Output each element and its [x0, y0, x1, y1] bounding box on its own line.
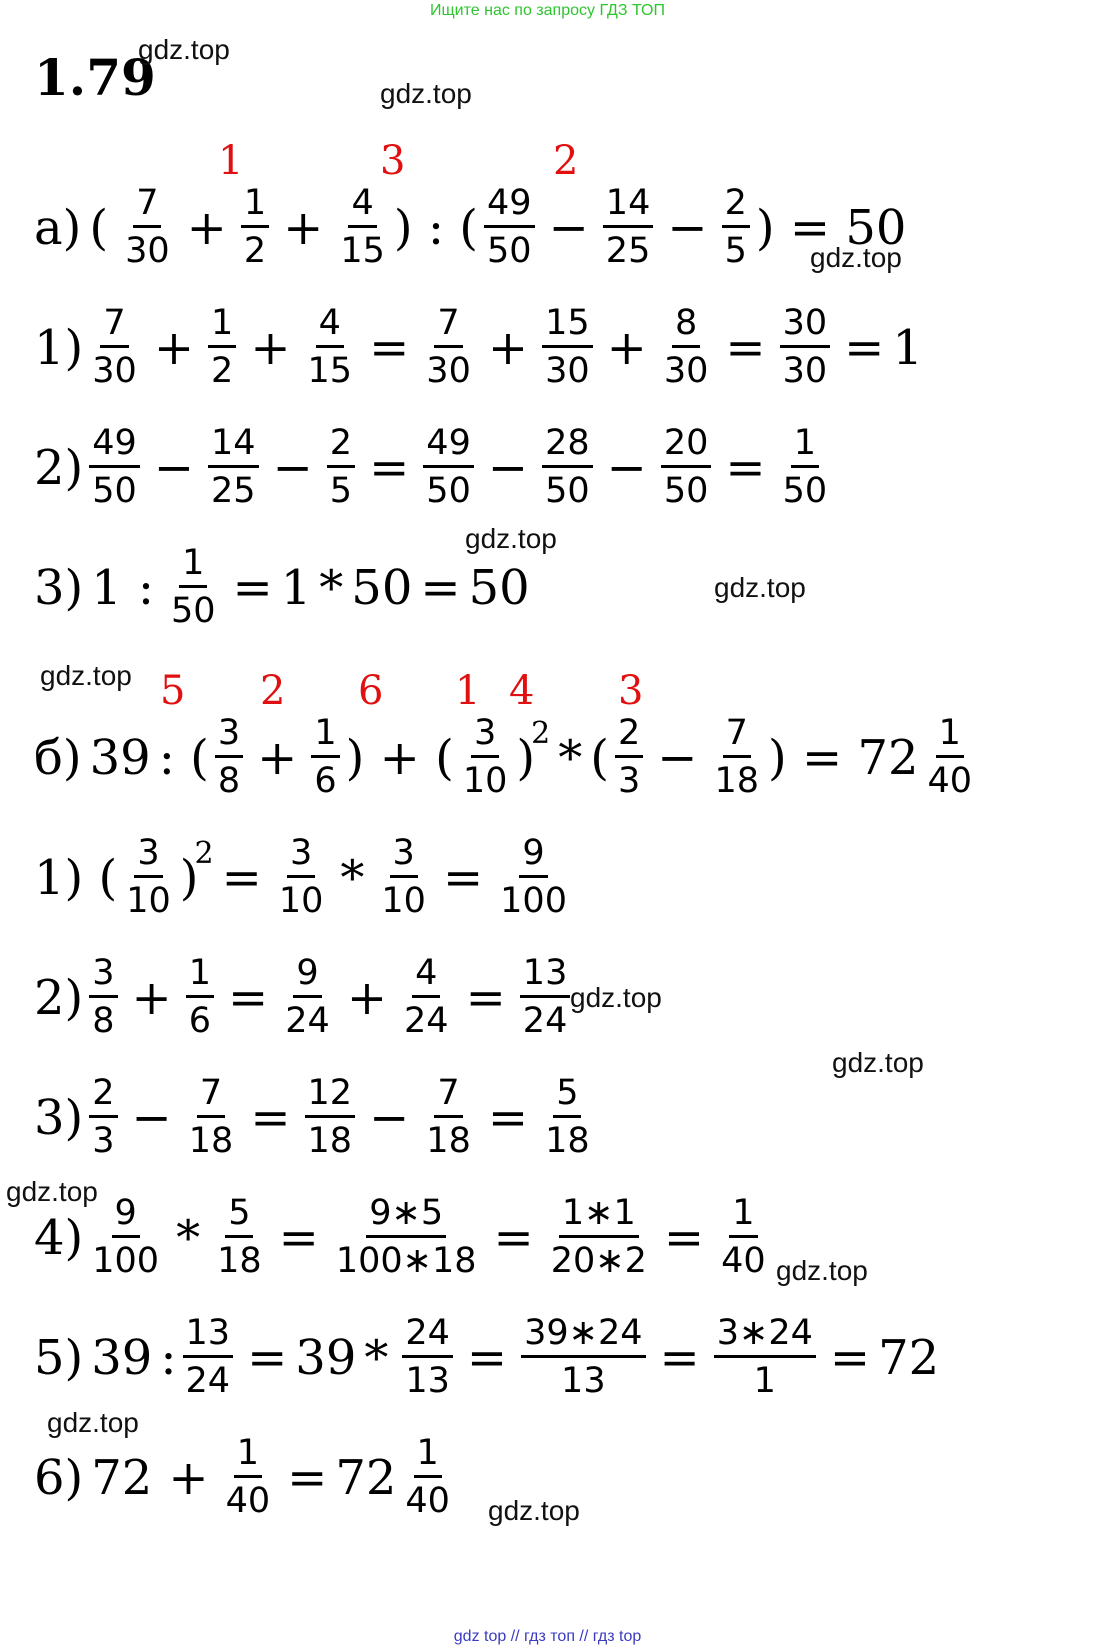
step-label: 1): [34, 319, 84, 376]
fraction: $\frac{1}{6}$: [311, 716, 339, 799]
fraction: $\frac{49}{50}$: [423, 426, 474, 509]
step-a2: 2) $\frac{49}{50}$ − $\frac{14}{25}$ − $\frac{2}{5}$ = $\frac{49}{50}$ − $\frac{28}{50}$ − $\frac{20}{50}$ = $\frac{1}{50}$: [34, 426, 836, 509]
fraction: $\frac{2}{5}$: [722, 186, 750, 269]
fraction: $\frac{4}{24}$: [404, 953, 449, 1041]
fraction: $\frac{1}{2}$: [208, 306, 236, 389]
order-marker: 6: [358, 668, 384, 714]
watermark: gdz.top: [488, 1495, 580, 1526]
fraction: $\frac{1}{40}$: [927, 713, 973, 801]
fraction: $\frac{3}{10}$: [462, 713, 508, 801]
order-marker: 5: [160, 668, 186, 714]
order-marker: 1: [218, 138, 244, 184]
step-label: 1): [34, 849, 84, 906]
order-marker: 2: [260, 668, 286, 714]
fraction: $\frac{7}{18}$: [714, 713, 759, 801]
fraction: $\frac{1}{40}$: [721, 1193, 766, 1281]
fraction: $\frac{39∗24}{13}$: [521, 1316, 645, 1399]
fraction: $\frac{49}{50}$: [89, 426, 140, 509]
fraction: $\frac{20}{50}$: [661, 426, 712, 509]
step-label: 3): [34, 559, 84, 616]
result: 50: [845, 199, 907, 256]
fraction: $\frac{9}{100}$: [92, 1193, 160, 1281]
fraction: $\frac{7}{18}$: [188, 1073, 234, 1161]
step-label: 5): [34, 1329, 84, 1386]
fraction: $\frac{15}{30}$: [542, 306, 593, 389]
fraction: $\frac{1}{50}$: [782, 423, 828, 511]
fraction: $\frac{3}{8}$: [89, 956, 117, 1039]
watermark: gdz.top: [832, 1047, 924, 1078]
fraction: $\frac{7}{30}$: [426, 303, 471, 391]
order-marker: 3: [380, 138, 406, 184]
step-a1: 1) $\frac{7}{30}$ + $\frac{1}{2}$ + $\frac{4}{15}$ = $\frac{7}{30}$ + $\frac{15}{30}$ + $\frac{8}{30}$ = $\frac{30}{30}$ = 1: [34, 303, 923, 391]
step-b5: 5) 39 : $\frac{13}{24}$ = 39 * $\frac{24}{13}$ = $\frac{39∗24}{13}$ = $\frac{3∗24}{1}$ = 72: [34, 1313, 940, 1401]
fraction: $\frac{5}{18}$: [545, 1073, 590, 1161]
step-b6: 6) 72 + $\frac{1}{40}$ = 72 $\frac{1}{40}$: [34, 1436, 459, 1519]
label: а): [34, 199, 82, 256]
order-marker: 2: [553, 138, 579, 184]
fraction: $\frac{30}{30}$: [780, 306, 831, 389]
step-label: 2): [34, 969, 84, 1026]
fraction: $\frac{7}{18}$: [426, 1073, 471, 1161]
label: б): [34, 729, 82, 786]
fraction: $\frac{4}{15}$: [307, 303, 353, 391]
fraction: $\frac{13}{24}$: [520, 956, 571, 1039]
fraction: $\frac{9}{24}$: [285, 953, 330, 1041]
fraction: $\frac{1}{40}$: [405, 1433, 450, 1521]
fraction: $\frac{24}{13}$: [402, 1316, 453, 1399]
result: 50: [468, 559, 530, 616]
footer-links[interactable]: gdz top // гдз топ // гдз top: [453, 1628, 642, 1645]
fraction: $\frac{13}{24}$: [183, 1316, 234, 1399]
watermark: gdz.top: [810, 242, 902, 273]
fraction: $\frac{14}{25}$: [603, 186, 654, 269]
step-a3: 3) 1 : $\frac{1}{50}$ = 1 * 50 = 50: [34, 543, 530, 631]
fraction: $\frac{9}{100}$: [500, 833, 567, 921]
fraction: $\frac{4}{15}$: [340, 183, 385, 271]
result: 72: [878, 1329, 940, 1386]
step-b3: 3) $\frac{2}{3}$ − $\frac{7}{18}$ = $\frac{12}{18}$ − $\frac{7}{18}$ = $\frac{5}{18}$: [34, 1076, 599, 1159]
fraction: $\frac{7}{30}$: [125, 183, 170, 271]
fraction: $\frac{3}{8}$: [215, 716, 243, 799]
fraction: $\frac{2}{5}$: [327, 426, 355, 509]
fraction: $\frac{9∗5}{100∗18}$: [335, 1193, 477, 1281]
fraction: $\frac{5}{18}$: [217, 1193, 262, 1281]
fraction: $\frac{1∗1}{20∗2}$: [550, 1193, 647, 1281]
watermark: gdz.top: [47, 1407, 139, 1438]
fraction: $\frac{2}{3}$: [89, 1076, 117, 1159]
fraction: $\frac{3∗24}{1}$: [714, 1316, 816, 1399]
step-b2: 2) $\frac{3}{8}$ + $\frac{1}{6}$ = $\frac{9}{24}$ + $\frac{4}{24}$ = $\frac{13}{24}$: [34, 956, 576, 1039]
watermark: gdz.top: [138, 34, 230, 65]
expression-a: а) ( $\frac{7}{30}$ + $\frac{1}{2}$ + $\frac{4}{15}$ ) : ( $\frac{49}{50}$ − $\frac{14}{25}$ − $\frac{2}{5}$ ) = 50: [34, 183, 907, 271]
step-label: 2): [34, 439, 84, 496]
result: 72: [335, 1449, 397, 1506]
fraction: $\frac{49}{50}$: [484, 186, 535, 269]
fraction: $\frac{3}{10}$: [381, 833, 426, 921]
search-banner[interactable]: Ищите нас по запросу ГДЗ ТОП: [430, 2, 665, 19]
order-marker: 1: [455, 668, 481, 714]
result: 1: [892, 319, 923, 376]
watermark: gdz.top: [380, 78, 472, 109]
fraction: $\frac{28}{50}$: [542, 426, 593, 509]
fraction: $\frac{14}{25}$: [208, 426, 259, 509]
expression-b: б) 39 : ( $\frac{3}{8}$ + $\frac{1}{6}$ ) + ( $\frac{3}{10}$ ) 2 * ( $\frac{2}{3}$ − $\frac{7}{18}$ ) = 72 $\frac{1}{40}$: [34, 716, 981, 799]
fraction: $\frac{1}{6}$: [186, 956, 214, 1039]
watermark: gdz.top: [6, 1176, 98, 1207]
fraction: $\frac{3}{10}$: [126, 833, 171, 921]
order-marker: 3: [618, 668, 644, 714]
watermark: gdz.top: [570, 982, 662, 1013]
watermark: gdz.top: [776, 1255, 868, 1286]
task-number: 1.79: [34, 48, 156, 107]
fraction: $\frac{12}{18}$: [305, 1076, 356, 1159]
fraction: $\frac{2}{3}$: [615, 716, 643, 799]
fraction: $\frac{3}{10}$: [278, 833, 324, 921]
fraction: $\frac{8}{30}$: [663, 303, 709, 391]
step-label: 3): [34, 1089, 84, 1146]
fraction: $\frac{1}{2}$: [241, 186, 269, 269]
watermark: gdz.top: [714, 572, 806, 603]
watermark: gdz.top: [465, 523, 557, 554]
fraction: $\frac{7}{30}$: [92, 303, 137, 391]
step-label: 6): [34, 1449, 84, 1506]
fraction: $\frac{1}{50}$: [170, 543, 216, 631]
order-marker: 4: [509, 668, 535, 714]
step-b1: 1) ( $\frac{3}{10}$ ) 2 = $\frac{3}{10}$ * $\frac{3}{10}$ = $\frac{9}{100}$: [34, 836, 576, 919]
result: 72: [857, 729, 919, 786]
fraction: $\frac{1}{40}$: [225, 1433, 271, 1521]
step-label: 4): [34, 1209, 84, 1266]
step-b4: 4) $\frac{9}{100}$ * $\frac{5}{18}$ = $\frac{9∗5}{100∗18}$ = $\frac{1∗1}{20∗2}$ = $\frac{1}{40}$: [34, 1196, 775, 1279]
watermark: gdz.top: [40, 660, 132, 691]
